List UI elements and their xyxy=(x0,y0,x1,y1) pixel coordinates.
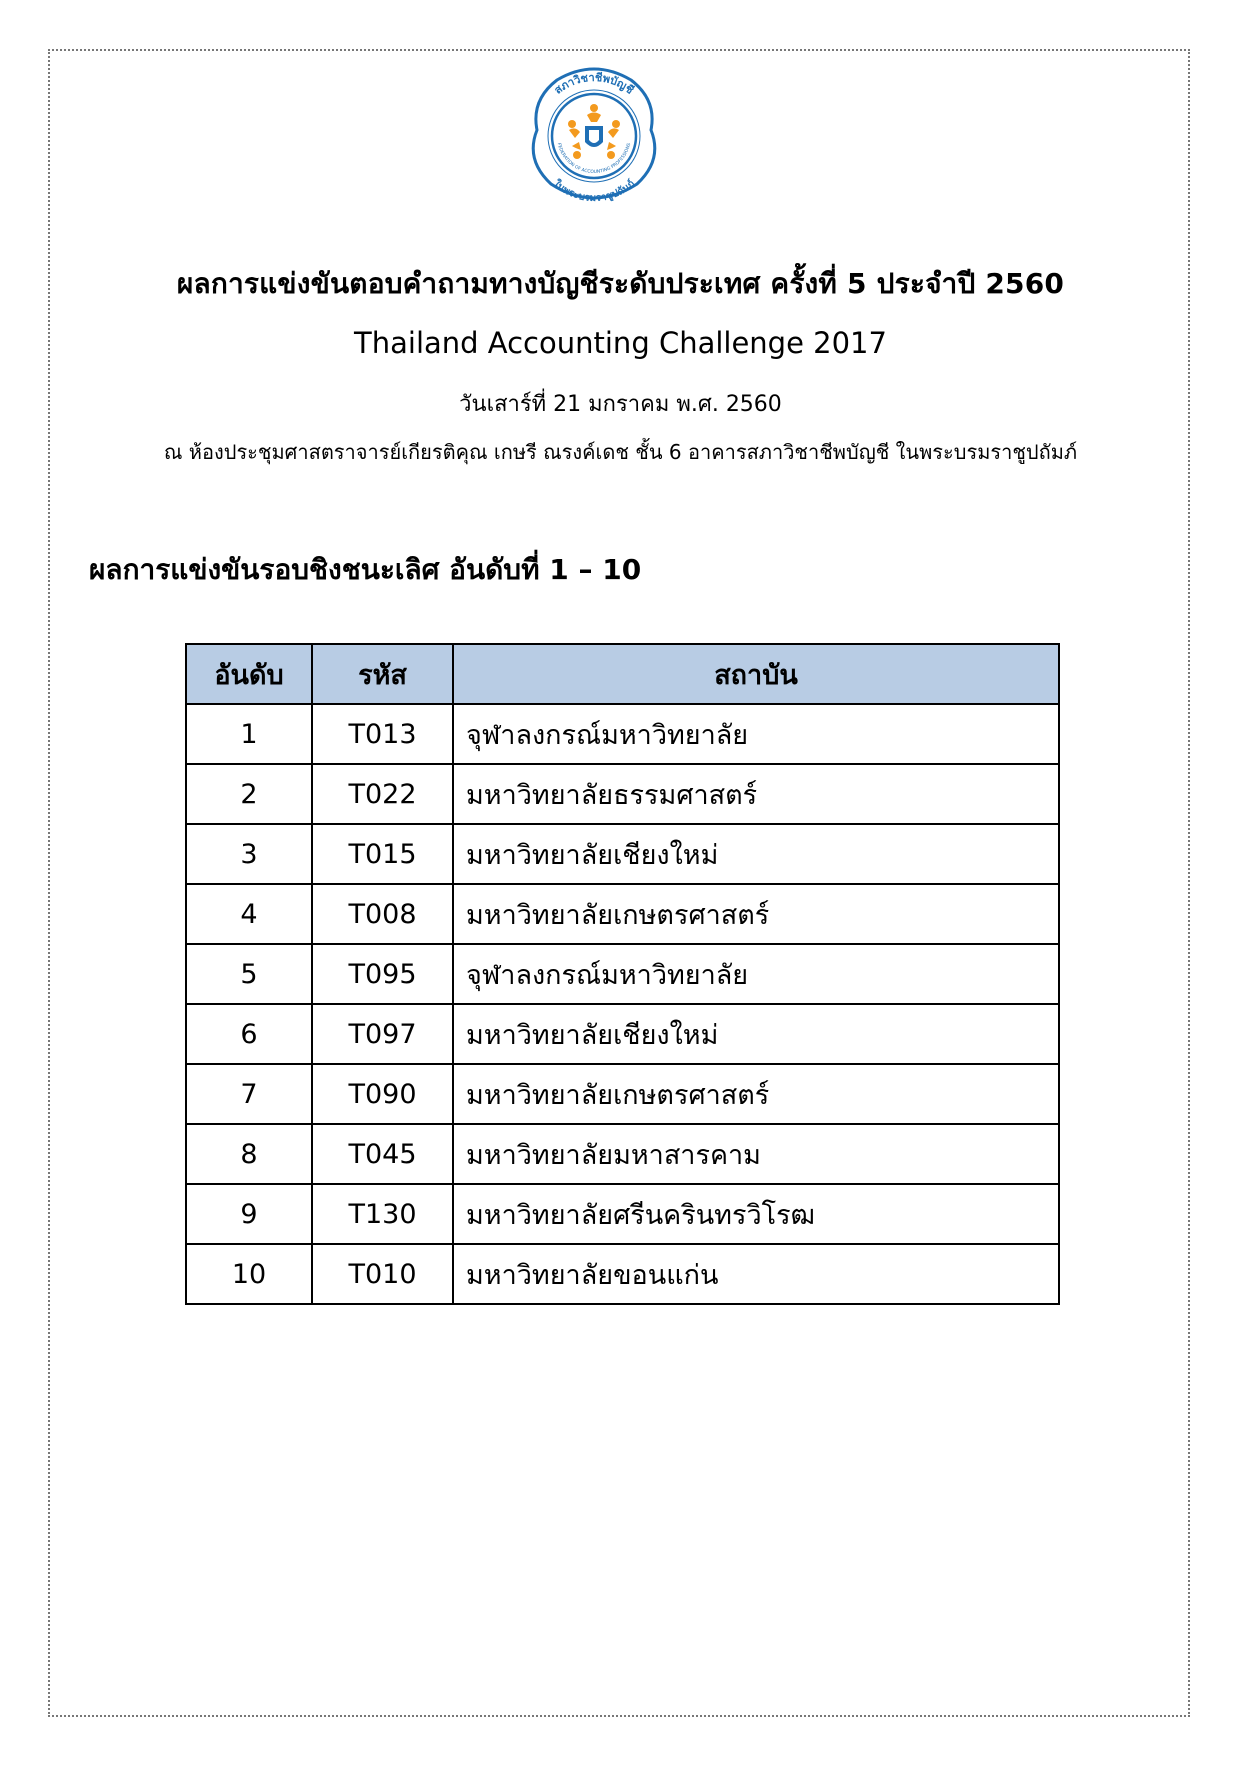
table-row xyxy=(186,944,1059,1004)
table-row xyxy=(186,884,1059,944)
svg-text:ในพระบรมราชูปถัมภ์: ในพระบรมราชูปถัมภ์ xyxy=(550,178,638,205)
institution-cell: มหาวิทยาลัยเชียงใหม่ xyxy=(453,824,1059,884)
table-row xyxy=(186,1064,1059,1124)
code-cell: T022 xyxy=(312,764,453,824)
code-cell: T015 xyxy=(312,824,453,884)
table-row xyxy=(186,704,1059,764)
rank-cell: 6 xyxy=(186,1004,312,1064)
column-header-rank: อันดับ xyxy=(186,644,312,704)
code-cell: T090 xyxy=(312,1064,453,1124)
rank-cell: 7 xyxy=(186,1064,312,1124)
institution-cell: จุฬาลงกรณ์มหาวิทยาลัย xyxy=(453,704,1059,764)
section-heading: ผลการแข่งขันรอบชิงชนะเลิศ อันดับที่ 1 – 10 xyxy=(89,553,642,586)
code-cell: T008 xyxy=(312,884,453,944)
table-row xyxy=(186,1004,1059,1064)
institution-cell: มหาวิทยาลัยมหาสารคาม xyxy=(453,1124,1059,1184)
page-title-thai: ผลการแข่งขันตอบคำถามทางบัญชีระดับประเทศ ครั้งที่ 5 ประจำปี 2560 xyxy=(176,267,1065,300)
rank-cell: 9 xyxy=(186,1184,312,1244)
rank-cell: 5 xyxy=(186,944,312,1004)
rank-cell: 4 xyxy=(186,884,312,944)
institution-cell: มหาวิทยาลัยเกษตรศาสตร์ xyxy=(453,884,1059,944)
page-title-english: Thailand Accounting Challenge 2017 xyxy=(354,326,887,360)
institution-cell: มหาวิทยาลัยธรรมศาสตร์ xyxy=(453,764,1059,824)
institution-cell: มหาวิทยาลัยศรีนครินทรวิโรฒ xyxy=(453,1184,1059,1244)
code-cell: T095 xyxy=(312,944,453,1004)
code-cell: T097 xyxy=(312,1004,453,1064)
svg-text:FEDERATION OF ACCOUNTING PROFE: FEDERATION OF ACCOUNTING PROFESSIONS xyxy=(555,142,633,176)
code-cell: T045 xyxy=(312,1124,453,1184)
svg-text:สภาวิชาชีพบัญชี: สภาวิชาชีพบัญชี xyxy=(551,70,637,97)
code-cell: T130 xyxy=(312,1184,453,1244)
column-header-code: รหัส xyxy=(312,644,453,704)
column-header-institution: สถาบัน xyxy=(453,644,1059,704)
institution-cell: มหาวิทยาลัยขอนแก่น xyxy=(453,1244,1059,1304)
table-row xyxy=(186,1124,1059,1184)
rank-cell: 1 xyxy=(186,704,312,764)
table-row xyxy=(186,824,1059,884)
table-row xyxy=(186,1244,1059,1304)
results-table xyxy=(185,643,1060,1305)
institution-cell: มหาวิทยาลัยเชียงใหม่ xyxy=(453,1004,1059,1064)
table-row xyxy=(186,764,1059,824)
table-row xyxy=(186,1184,1059,1244)
rank-cell: 3 xyxy=(186,824,312,884)
institution-cell: จุฬาลงกรณ์มหาวิทยาลัย xyxy=(453,944,1059,1004)
event-venue: ณ ห้องประชุมศาสตราจารย์เกียรติคุณ เกษรี ณรงค์เดช ชั้น 6 อาคารสภาวิชาชีพบัญชี ในพระบรมราชูปถัมภ์ xyxy=(163,440,1078,464)
rank-cell: 10 xyxy=(186,1244,312,1304)
rank-cell: 2 xyxy=(186,764,312,824)
event-date: วันเสาร์ที่ 21 มกราคม พ.ศ. 2560 xyxy=(459,392,782,417)
table-header-row xyxy=(186,644,1059,704)
code-cell: T013 xyxy=(312,704,453,764)
federation-logo xyxy=(517,60,671,210)
institution-cell: มหาวิทยาลัยเกษตรศาสตร์ xyxy=(453,1064,1059,1124)
rank-cell: 8 xyxy=(186,1124,312,1184)
code-cell: T010 xyxy=(312,1244,453,1304)
